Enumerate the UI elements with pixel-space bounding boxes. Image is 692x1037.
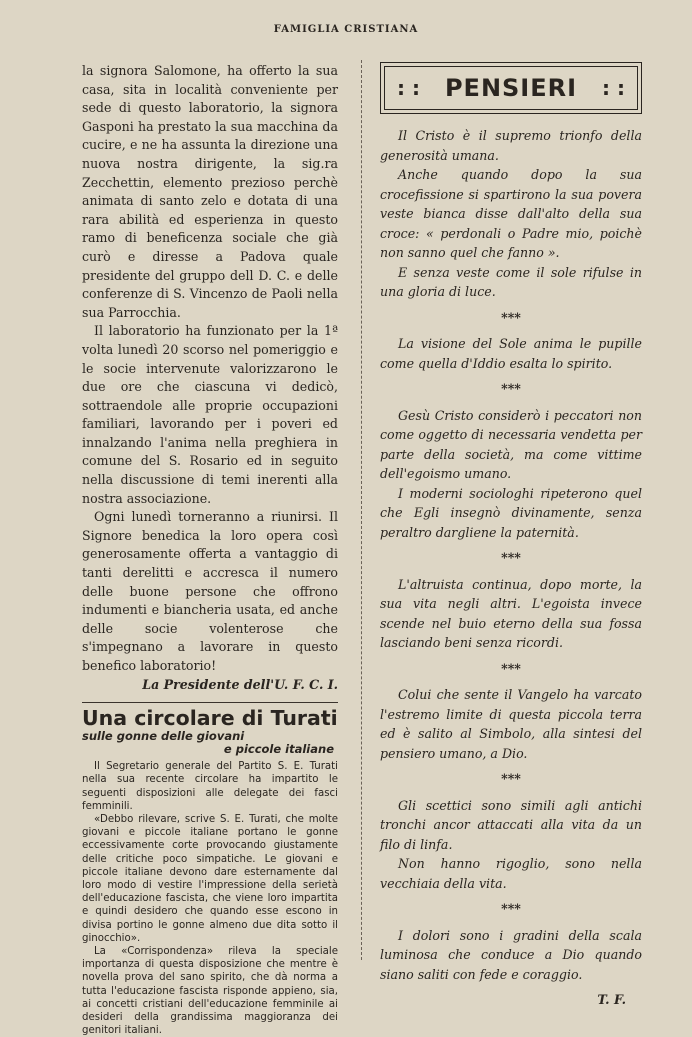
- thought-text: Colui che sente il Vangelo ha varcato l'estremo limite di questa piccola terra ed è salito al Simbolo, alla sintesi del pensiero umano, a Dio.: [380, 687, 642, 761]
- thought-text: E senza veste come il sole rifulse in una gloria di luce.: [380, 264, 642, 299]
- thought-text: Il Cristo è il supremo trionfo della generosità umana.: [380, 128, 642, 163]
- article-signature: La Presidente dell'U. F. C. I.: [142, 676, 338, 692]
- circular-body: [82, 760, 338, 1037]
- separator-stars: ***: [501, 381, 521, 396]
- separator-stars: ***: [501, 550, 521, 565]
- separator-stars: ***: [501, 901, 521, 916]
- article-paragraph: la signora Salomone, ha offerto la sua casa, sita in località conveniente per sede di questo laboratorio, la signora Gasponi ha prestato la sua macchina da cucire, e ne ha assunta la direzione una nuova nostra dirigente, la sig.ra Zecchettin, elemento prezioso perchè animata di santo zelo e dotata di una rara abilità ed esperienza in questo ramo di beneficenza sociale che già curò e diresse a Padova quale presidente del gruppo dell D. C. e delle conferenze di S. Vincenzo de Paoli nella sua Parrocchia.: [82, 63, 338, 320]
- article-paragraph: Il laboratorio ha funzionato per la 1ª volta lunedì 20 scorso nel pomeriggio e le socie intervenute valorizzarono le due ore che ciascuna vi dedicò, sottraendole alle proprie occupazioni familiari, lavorando per i poveri ed innalzando l'anima nella preghiera in comune del S. Rosario ed in seguito nella discussione di temi inerenti alla nostra associazione.: [82, 323, 338, 506]
- circular-subtitle: sulle gonne delle giovani: [82, 729, 245, 744]
- article-paragraph: Ogni lunedì torneranno a riunirsi. Il Signore benedica la loro opera così generosamente offerta a vantaggio di tanti derelitti e accresca il numero delle buone persone che offrono indumenti e biancheria usata, ed anche delle socie volenterose che s'impegnano a lavorare in questo benefico laboratorio!: [82, 509, 338, 673]
- thought-text: I moderni sociologhi ripeterono quel che Egli insegnò divinamente, senza peraltro dargliene la paternità.: [380, 485, 642, 540]
- thought-text: L'altruista continua, dopo morte, la sua vita negli altri. L'egoista invece scende nel buio eterno della sua fossa lasciando beni senza ricordi.: [380, 576, 642, 650]
- column-divider: [361, 60, 362, 960]
- separator-stars: ***: [501, 660, 521, 676]
- thought-block: [380, 796, 642, 894]
- pensieri-title: PENSIERI: [444, 74, 578, 102]
- ornament-right: : :: [602, 76, 625, 100]
- separator-stars: ***: [501, 771, 521, 786]
- thought-block: [380, 685, 642, 763]
- separator-stars: ***: [501, 309, 521, 325]
- left-column: [82, 62, 338, 1037]
- circular-paragraph: Il Segretario generale del Partito S. E. Turati nella sua recente circolare ha impartito le seguenti disposizioni alle delegate dei fasci femminili.: [82, 761, 338, 812]
- thought-text: La visione del Sole anima le pupille come quella d'Iddio esalta lo spirito.: [380, 336, 642, 371]
- author-initials: T. F.: [597, 992, 626, 1007]
- thought-block: [380, 126, 642, 302]
- section-divider: [82, 702, 338, 703]
- ornament-left: : :: [397, 76, 420, 100]
- circular-paragraph: La «Corrispondenza» rileva la speciale importanza di questa disposizione che mentre è novella prova del sano spirito, che dà norma a tutta l'educazione fascista risponde appieno, sia, ai concetti cristiani dell'educazione femminile ai desideri della grandissima maggioranza dei genitori italiani.: [82, 946, 338, 1037]
- thought-block: [380, 575, 642, 653]
- thought-block: [380, 406, 642, 543]
- thought-block: [380, 926, 642, 985]
- thought-text: I dolori sono i gradini della scala luminosa che conduce a Dio quando siano saliti con fede e coraggio.: [380, 927, 642, 982]
- right-column: [380, 62, 642, 1010]
- thought-text: Anche quando dopo la sua crocefissione si spartirono la sua povera veste bianca disse dall'alto della sua croce: « perdonali o Padre mio, poichè non sanno quel che fanno ».: [380, 167, 642, 260]
- circular-subtitle: e piccole italiane: [223, 742, 334, 757]
- pensieri-title-box: [380, 62, 642, 114]
- thought-block: [380, 334, 642, 373]
- circular-paragraph: «Debbo rilevare, scrive S. E. Turati, che molte giovani e piccole italiane portano le gonne eccessivamente corte provocando giustamente delle critiche poco simpatiche. Le giovani e piccole italiane devono dare esternamente dal loro modo di vestire l'impressione della serietà dell'educazione fascista, che viene loro impartita e quindi desidero che quando esse escono in divisa portino le gonne almeno due dita sotto il ginocchio».: [82, 814, 338, 944]
- running-head: FAMIGLIA CRISTIANA: [273, 24, 419, 35]
- thought-text: Non hanno rigoglio, sono nella vecchiaia della vita.: [380, 856, 642, 891]
- thought-text: Gli scettici sono simili agli antichi tronchi ancor attaccati alla vita da un filo di linfa.: [380, 797, 642, 852]
- thought-text: Gesù Cristo considerò i peccatori non come oggetto di necessaria vendetta per parte della società, ma come vittime dell'egoismo umano.: [380, 407, 642, 481]
- circular-title: Una circolare di Turati: [82, 706, 338, 731]
